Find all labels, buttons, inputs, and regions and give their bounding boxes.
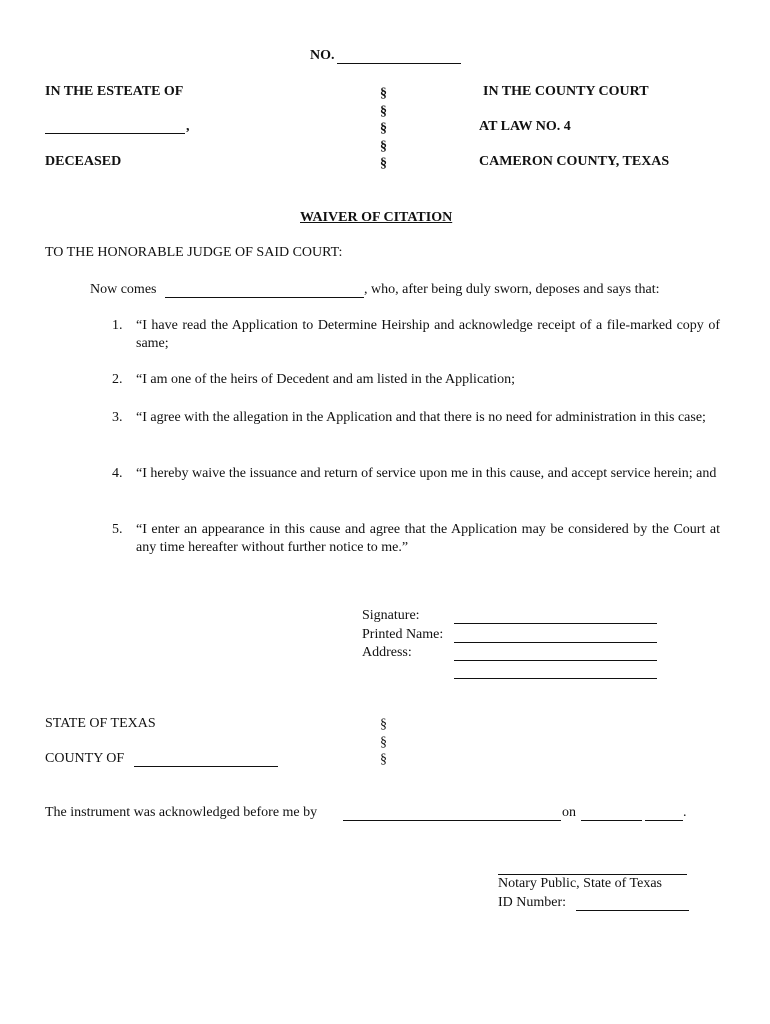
acknowledgment-date-field[interactable] [581, 820, 642, 821]
list-item-text: “I agree with the allegation in the Application and that there is no need for administration in this case; [136, 410, 706, 425]
list-item-number: 2. [112, 372, 123, 387]
section-mark: § [380, 86, 387, 101]
notary-id-label: ID Number: [498, 895, 567, 910]
caption-section-marks [380, 85, 387, 173]
court-name: IN THE COUNTY COURT [483, 84, 649, 99]
section-mark: § [380, 156, 387, 171]
list-item-number: 3. [112, 410, 123, 425]
list-item-text: “I have read the Application to Determine Heirship and acknowledge receipt of a file-marked copy of same; [136, 318, 720, 351]
notary-title: Notary Public, State of Texas [498, 876, 663, 891]
decedent-name-field[interactable] [45, 133, 185, 134]
acknowledged-by-field[interactable] [343, 820, 561, 821]
printed-name-field[interactable] [454, 642, 657, 643]
notary-id-field[interactable] [576, 910, 689, 911]
signature-label: Signature: [362, 608, 420, 623]
court-county: CAMERON COUNTY, TEXAS [479, 154, 670, 169]
list-item-text: “I hereby waive the issuance and return of service upon me in this cause, and accept service herein; and [136, 466, 717, 481]
list-item-number: 4. [112, 466, 123, 481]
section-mark: § [380, 121, 387, 136]
case-number-label: NO. [310, 48, 335, 63]
court-number: AT LAW NO. 4 [479, 119, 571, 134]
acknowledgment-on-label: on [562, 805, 576, 820]
salutation: TO THE HONORABLE JUDGE OF SAID COURT: [45, 245, 343, 260]
case-number-field[interactable] [337, 63, 461, 64]
acknowledgment-period: . [683, 805, 687, 820]
section-mark: § [380, 138, 387, 154]
estate-caption: IN THE ESTEATE OF [45, 84, 184, 99]
address-field-line2[interactable] [454, 678, 657, 679]
deceased-caption: DECEASED [45, 154, 122, 169]
document-title: WAIVER OF CITATION [300, 210, 453, 225]
address-field-line1[interactable] [454, 660, 657, 661]
list-item-text: “I am one of the heirs of Decedent and am listed in the Application; [136, 372, 516, 387]
address-label: Address: [362, 645, 412, 660]
venue-county-field[interactable] [134, 766, 278, 767]
affiant-name-field[interactable] [165, 297, 364, 298]
list-item-number: 1. [112, 318, 123, 333]
decedent-name-comma: , [186, 119, 190, 134]
venue-section-marks [380, 716, 387, 769]
list-item-number: 5. [112, 522, 123, 537]
acknowledgment-year-field[interactable] [645, 820, 683, 821]
section-mark: § [380, 717, 387, 732]
list-item-text: “I enter an appearance in this cause and agree that the Application may be considered by the Court at any time hereafter without further notice to me.” [136, 522, 720, 555]
intro-prefix: Now comes [90, 282, 157, 297]
intro-suffix: , who, after being duly sworn, deposes and says that: [364, 282, 660, 297]
printed-name-label: Printed Name: [362, 627, 444, 642]
section-mark: § [380, 734, 387, 750]
section-mark: § [380, 103, 387, 119]
venue-county-label: COUNTY OF [45, 751, 125, 766]
notary-signature-field[interactable] [498, 874, 687, 875]
acknowledgment-text: The instrument was acknowledged before me by [45, 805, 318, 820]
venue-state: STATE OF TEXAS [45, 716, 156, 731]
signature-field[interactable] [454, 623, 657, 624]
section-mark: § [380, 752, 387, 767]
